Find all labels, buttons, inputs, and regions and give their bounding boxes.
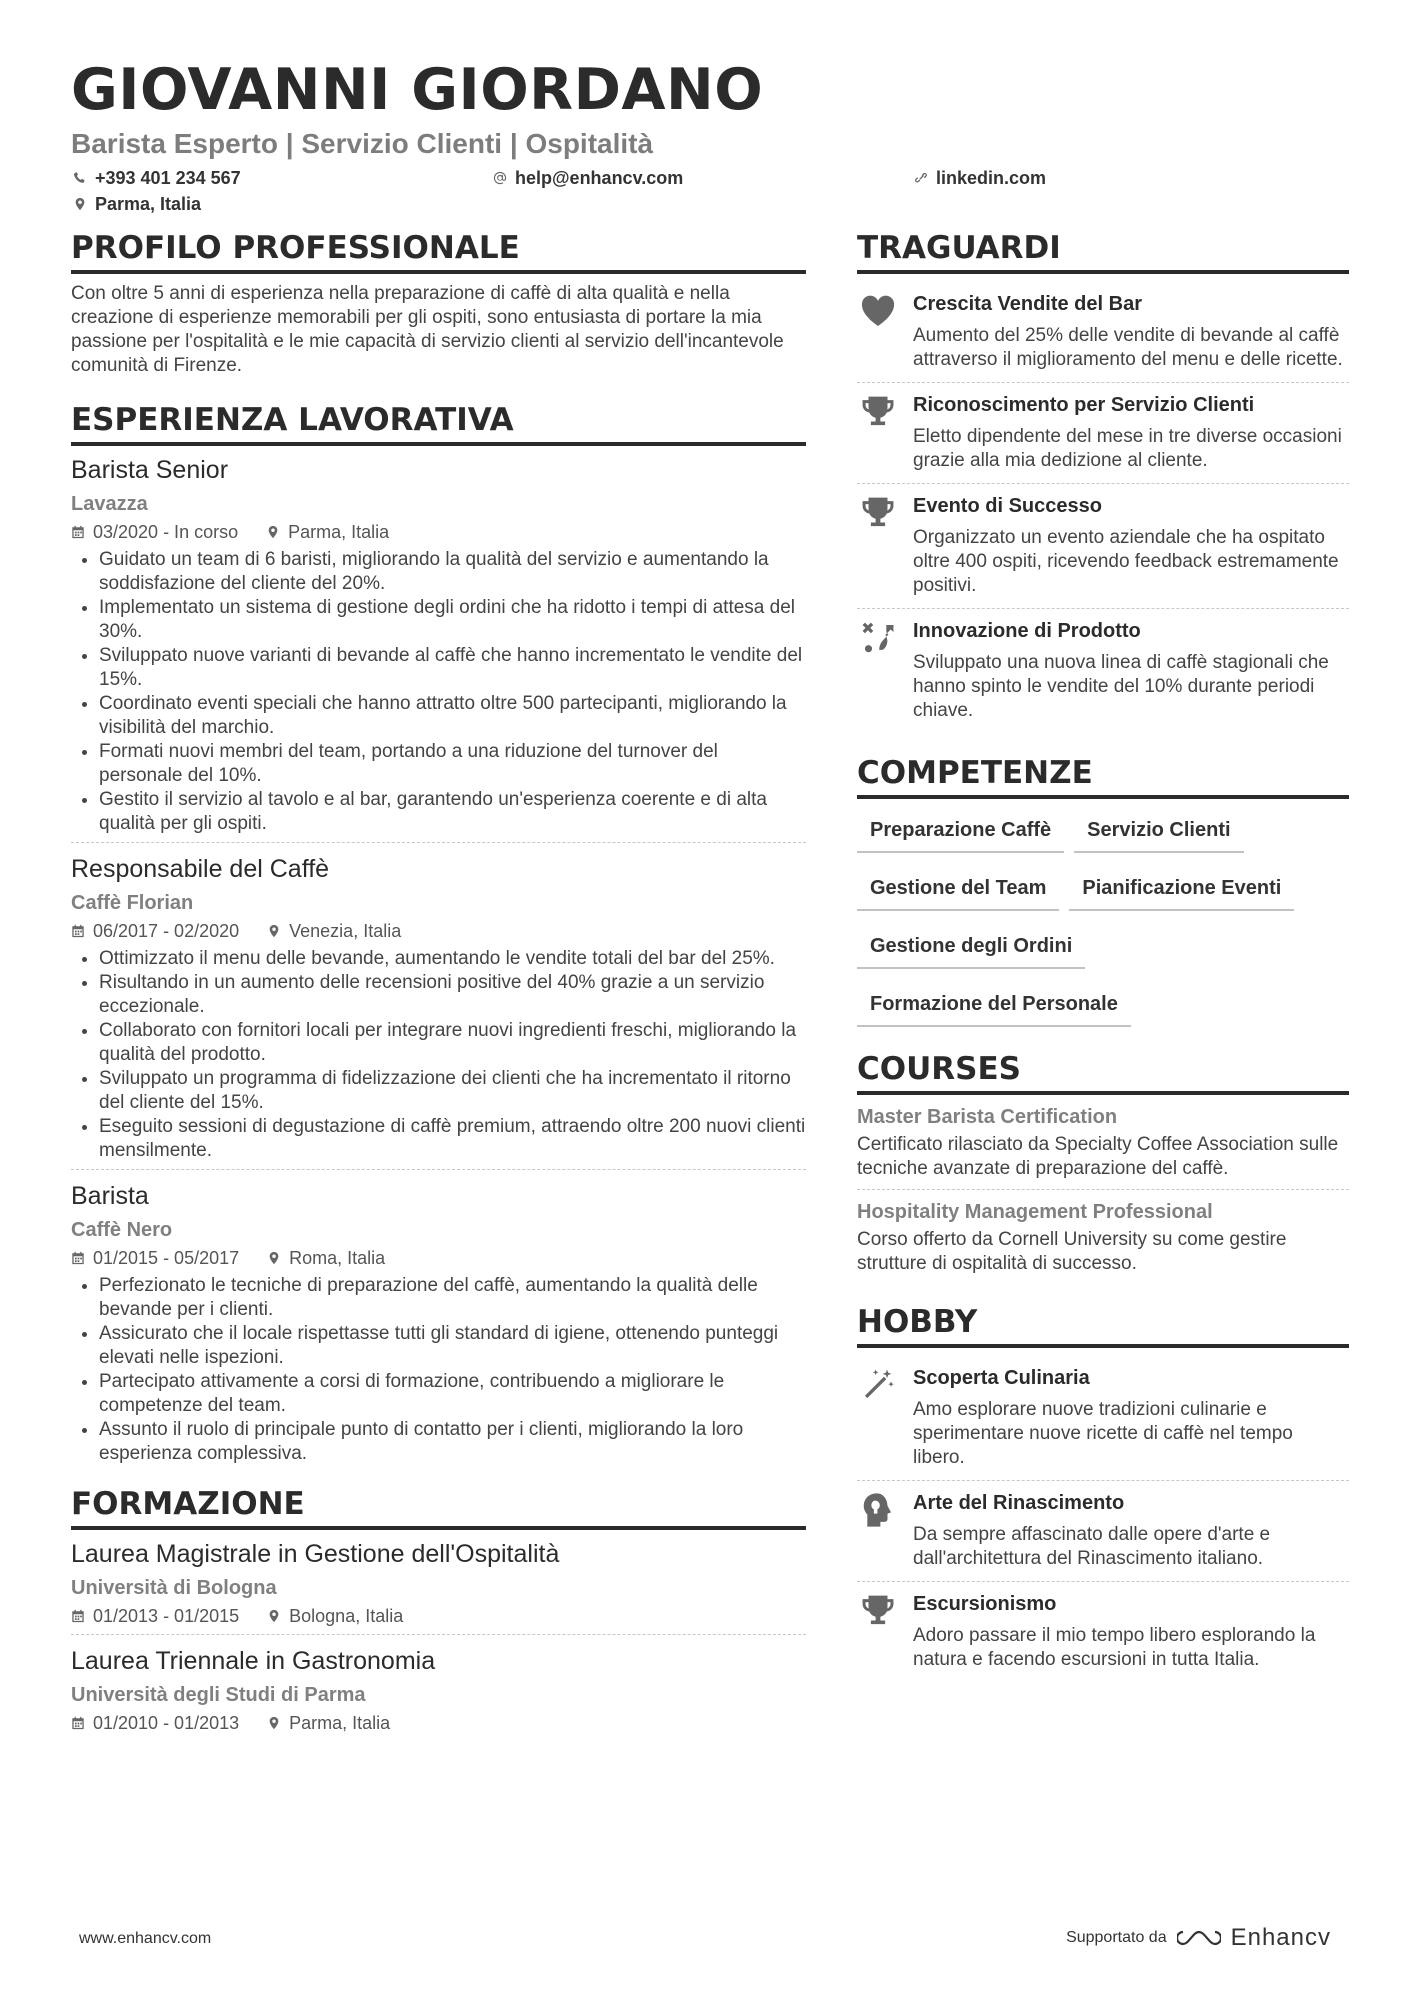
trophy-icon: [859, 494, 897, 532]
contact-linkedin[interactable]: [914, 166, 1046, 190]
courses-heading: COURSES: [857, 1049, 1349, 1095]
job-role: Barista Senior: [71, 456, 229, 484]
education-location: Parma, Italia: [289, 1713, 391, 1733]
education-dates: 01/2010 - 01/2013: [93, 1713, 240, 1733]
job-entry: [71, 454, 806, 842]
skill-tag: Preparazione Caffè: [857, 807, 1064, 853]
skill-tag: Servizio Clienti: [1074, 807, 1243, 853]
skill-tag: Gestione del Team: [857, 865, 1059, 911]
footer-website[interactable]: www.enhancv.com: [79, 1930, 212, 1947]
trophy-icon: [859, 393, 897, 431]
job-company: Caffè Florian: [71, 892, 194, 914]
job-company: Lavazza: [71, 493, 148, 515]
experience-section: [71, 400, 806, 1472]
bullet-item: • Formati nuovi membri del team, portando a una riduzione del turnover del personale del 10%.: [99, 740, 806, 788]
left-column: [71, 228, 806, 1741]
location-pin-icon: [267, 924, 281, 938]
hobby-item: [857, 1480, 1349, 1581]
job-location: Venezia, Italia: [289, 921, 402, 941]
education-school: Università di Bologna: [71, 1577, 277, 1599]
profile-section: [71, 228, 806, 378]
bullet-item: • Sviluppato un programma di fidelizzazione dei clienti che ha incrementato il ritorno del cliente del 15%.: [99, 1067, 806, 1115]
achievement-desc: Aumento del 25% delle vendite di bevande al caffè attraverso il miglioramento del menu e delle ricette.: [913, 325, 1343, 370]
education-degree: Laurea Triennale in Gastronomia: [71, 1647, 436, 1675]
job-dates: 06/2017 - 02/2020: [93, 921, 240, 941]
job-dates: 01/2015 - 05/2017: [93, 1248, 240, 1268]
enhancv-logo-icon: [1177, 1926, 1221, 1950]
education-entry: [71, 1538, 806, 1634]
phone-icon: [73, 171, 87, 185]
course-desc: Corso offerto da Cornell University su come gestire strutture di ospitalità di successo.: [857, 1229, 1287, 1274]
hobby-desc: Amo esplorare nuove tradizioni culinarie e sperimentare nuove ricette di caffè nel tempo libero.: [913, 1399, 1293, 1468]
email-text[interactable]: help@enhancv.com: [515, 168, 684, 188]
achievements-heading: TRAGUARDI: [857, 228, 1349, 274]
location-pin-icon: [267, 1609, 281, 1623]
right-column: [857, 228, 1349, 1682]
job-role: Responsabile del Caffè: [71, 855, 330, 883]
job-dates: 03/2020 - In corso: [93, 522, 239, 542]
courses-section: [857, 1049, 1349, 1284]
achievements-section: [857, 228, 1349, 733]
education-meta: [71, 1604, 806, 1628]
magic-wand-icon: [859, 1366, 897, 1404]
job-bullets: [71, 1274, 806, 1466]
job-role: Barista: [71, 1182, 149, 1210]
candidate-subtitle: Barista Esperto | Servizio Clienti | Ospitalità: [71, 128, 654, 159]
calendar-icon: [71, 525, 85, 539]
footer-powered-by: Supportato da: [1066, 1929, 1167, 1946]
skill-tag: Formazione del Personale: [857, 981, 1131, 1027]
hobby-title: Scoperta Culinaria: [913, 1367, 1090, 1389]
head-icon: [859, 1491, 897, 1529]
achievement-desc: Sviluppato una nuova linea di caffè stagionali che hanno spinto le vendite del 10% durante periodi chiave.: [913, 652, 1329, 721]
job-meta: [71, 1246, 806, 1270]
bullet-item: • Partecipato attivamente a corsi di formazione, contribuendo a migliorare le competenze del team.: [99, 1370, 806, 1418]
profile-text: Con oltre 5 anni di esperienza nella preparazione di caffè di alta qualità e nella creazione di esperienze memorabili per gli ospiti, sono entusiasta di portare la mia passione per l'ospitalità e le mie capacità di servizio clienti al servizio dell'incantevole comunità di Firenze.: [71, 283, 784, 376]
skills-heading: COMPETENZE: [857, 753, 1349, 799]
link-icon: [914, 171, 928, 185]
course-item: [857, 1099, 1349, 1189]
contact-location: [73, 192, 201, 216]
course-item: [857, 1189, 1349, 1284]
heart-icon: [859, 292, 897, 330]
hobby-title: Arte del Rinascimento: [913, 1492, 1125, 1514]
hobby-item: [857, 1581, 1349, 1682]
job-entry: [71, 1169, 806, 1472]
job-bullets: [71, 947, 806, 1163]
achievement-title: Riconoscimento per Servizio Clienti: [913, 394, 1255, 416]
bullet-item: • Sviluppato nuove varianti di bevande al caffè che hanno incrementato le vendite del 15%.: [99, 644, 806, 692]
hobby-heading: HOBBY: [857, 1302, 1349, 1348]
achievement-item: [857, 382, 1349, 483]
course-title: Master Barista Certification: [857, 1106, 1118, 1128]
education-school: Università degli Studi di Parma: [71, 1684, 366, 1706]
location-pin-icon: [266, 525, 280, 539]
achievement-title: Crescita Vendite del Bar: [913, 293, 1142, 315]
achievement-item: [857, 608, 1349, 733]
skill-tag: Pianificazione Eventi: [1069, 865, 1294, 911]
hobby-item: [857, 1356, 1349, 1480]
bullet-item: • Gestito il servizio al tavolo e al bar, garantendo un'esperienza coerente e di alta qualità per gli ospiti.: [99, 788, 806, 836]
strategy-icon: [859, 619, 897, 657]
skill-tag: Gestione degli Ordini: [857, 923, 1085, 969]
calendar-icon: [71, 1251, 85, 1265]
education-section: [71, 1484, 806, 1741]
bullet-item: • Collaborato con fornitori locali per integrare nuovi ingredienti freschi, migliorando la qualità del prodotto.: [99, 1019, 806, 1067]
bullet-item: • Guidato un team di 6 baristi, migliorando la qualità del servizio e aumentando la soddisfazione del cliente del 20%.: [99, 548, 806, 596]
job-meta: [71, 520, 806, 544]
education-dates: 01/2013 - 01/2015: [93, 1606, 240, 1626]
course-title: Hospitality Management Professional: [857, 1201, 1213, 1223]
contact-info: [71, 166, 1351, 222]
bullet-item: • Eseguito sessioni di degustazione di caffè premium, attraendo oltre 200 nuovi clienti mensilmente.: [99, 1115, 806, 1163]
candidate-name: GIOVANNI GIORDANO: [71, 57, 764, 123]
education-degree: Laurea Magistrale in Gestione dell'Ospitalità: [71, 1540, 560, 1568]
at-icon: [493, 171, 507, 185]
education-location: Bologna, Italia: [289, 1606, 404, 1626]
job-meta: [71, 919, 806, 943]
phone-text: +393 401 234 567: [95, 168, 241, 188]
trophy-icon: [859, 1592, 897, 1630]
bullet-item: • Ottimizzato il menu delle bevande, aumentando le vendite totali del bar del 25%.: [99, 947, 806, 971]
location-pin-icon: [267, 1251, 281, 1265]
hobby-title: Escursionismo: [913, 1593, 1057, 1615]
achievement-title: Innovazione di Prodotto: [913, 620, 1141, 642]
experience-heading: ESPERIENZA LAVORATIVA: [71, 400, 806, 446]
profile-heading: PROFILO PROFESSIONALE: [71, 228, 806, 274]
contact-phone: [73, 166, 241, 190]
achievement-item: [857, 282, 1349, 382]
skills-list: [857, 807, 1349, 1027]
footer-branding: [1066, 1924, 1331, 1952]
bullet-item: • Implementato un sistema di gestione degli ordini che ha ridotto i tempi di attesa del 30%.: [99, 596, 806, 644]
job-company: Caffè Nero: [71, 1219, 173, 1241]
location-text: Parma, Italia: [95, 194, 202, 214]
skills-section: [857, 753, 1349, 1027]
education-meta: [71, 1711, 806, 1735]
calendar-icon: [71, 924, 85, 938]
location-pin-icon: [267, 1716, 281, 1730]
calendar-icon: [71, 1716, 85, 1730]
achievement-title: Evento di Successo: [913, 495, 1102, 517]
hobby-desc: Da sempre affascinato dalle opere d'arte e dall'architettura del Rinascimento italiano.: [913, 1524, 1271, 1569]
footer-brand[interactable]: Enhancv: [1230, 1924, 1331, 1951]
job-location: Parma, Italia: [288, 522, 390, 542]
bullet-item: • Coordinato eventi speciali che hanno attratto oltre 500 partecipanti, migliorando la visibilità del marchio.: [99, 692, 806, 740]
contact-email[interactable]: [493, 166, 683, 190]
achievement-desc: Eletto dipendente del mese in tre diverse occasioni grazie alla mia dedizione al cliente.: [913, 426, 1342, 471]
job-entry: [71, 842, 806, 1169]
education-heading: FORMAZIONE: [71, 1484, 806, 1530]
resume-header: [71, 56, 1351, 222]
hobby-desc: Adoro passare il mio tempo libero esplorando la natura e facendo escursioni in tutta Italia.: [913, 1625, 1316, 1670]
location-pin-icon: [73, 197, 87, 211]
achievement-desc: Organizzato un evento aziendale che ha ospitato oltre 400 ospiti, ricevendo feedback estremamente positivi.: [913, 527, 1339, 596]
achievement-item: [857, 483, 1349, 608]
bullet-item: • Assunto il ruolo di principale punto di contatto per i clienti, migliorando la loro esperienza complessiva.: [99, 1418, 806, 1466]
calendar-icon: [71, 1609, 85, 1623]
education-entry: [71, 1634, 806, 1741]
job-bullets: [71, 548, 806, 836]
bullet-item: • Assicurato che il locale rispettasse tutti gli standard di igiene, ottenendo punteggi elevati nelle ispezioni.: [99, 1322, 806, 1370]
linkedin-text[interactable]: linkedin.com: [936, 168, 1047, 188]
hobby-section: [857, 1302, 1349, 1682]
course-desc: Certificato rilasciato da Specialty Coffee Association sulle tecniche avanzate di preparazione del caffè.: [857, 1134, 1339, 1179]
job-location: Roma, Italia: [289, 1248, 386, 1268]
bullet-item: • Perfezionato le tecniche di preparazione del caffè, aumentando la qualità delle bevande per i clienti.: [99, 1274, 806, 1322]
bullet-item: • Risultando in un aumento delle recensioni positive del 40% grazie a un servizio eccezionale.: [99, 971, 806, 1019]
